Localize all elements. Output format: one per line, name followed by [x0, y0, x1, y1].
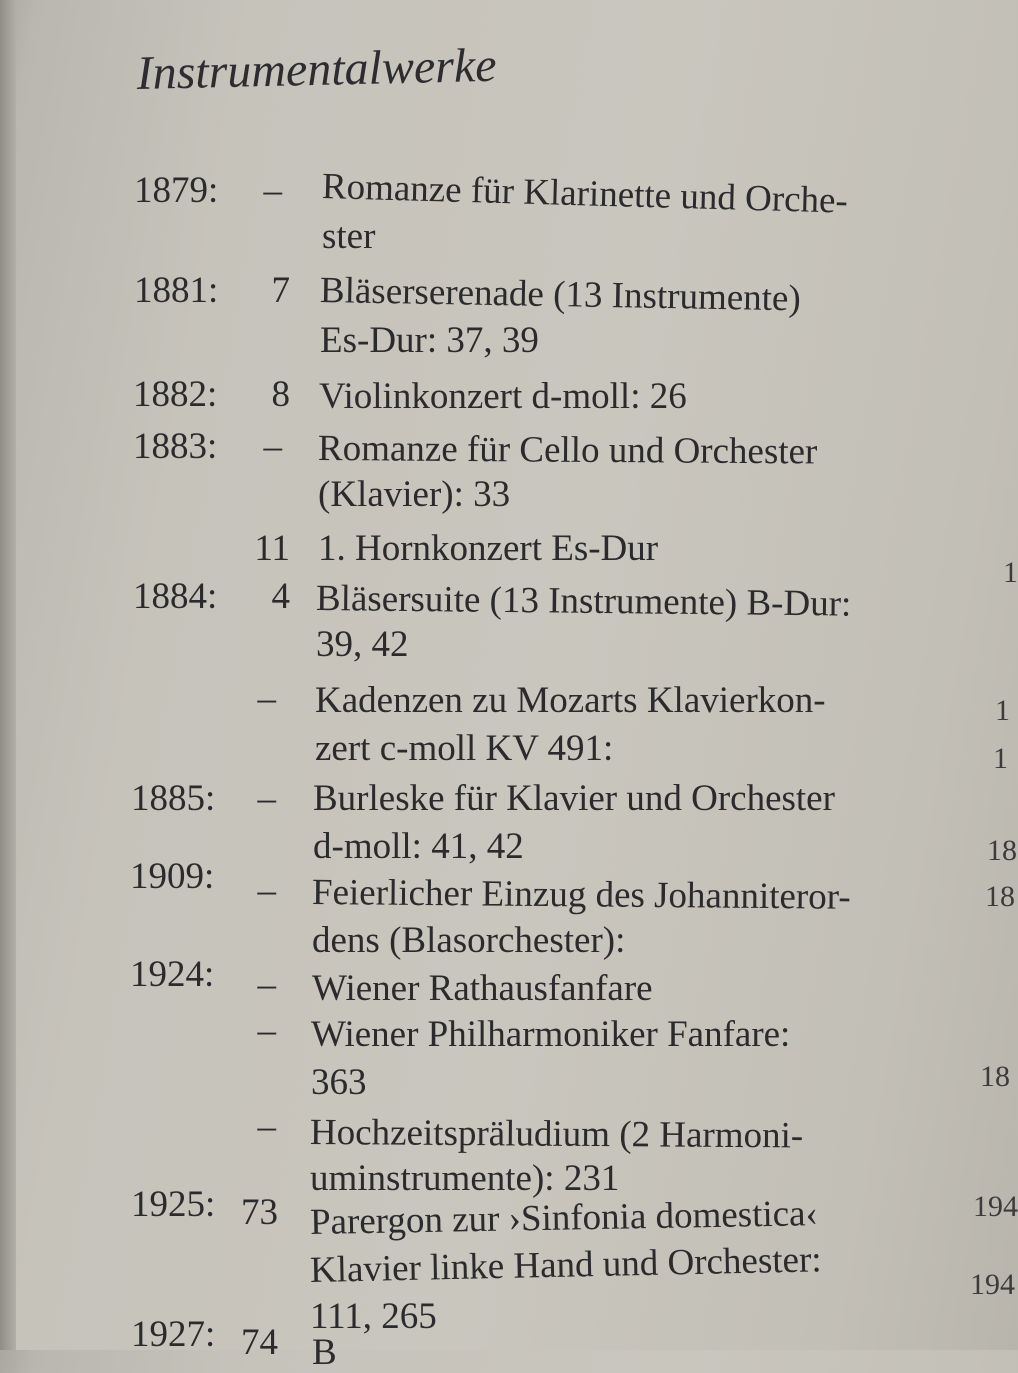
entry-number: –: [257, 870, 276, 911]
entry-text: Romanze für Cello und Orchester: [317, 428, 818, 473]
entry-text: B: [312, 1332, 337, 1373]
margin-fragment: 18: [985, 880, 1015, 913]
entry-text: dens (Blasorchester):: [312, 920, 626, 961]
entry-text: Wiener Rathausfanfare: [312, 968, 653, 1009]
section-heading: Instrumentalwerke: [136, 38, 498, 100]
margin-fragment: 18: [980, 1060, 1010, 1093]
entry-year: 1927:: [131, 1314, 216, 1355]
entry-number: –: [257, 1106, 276, 1147]
margin-fragment: 18: [987, 834, 1017, 867]
entry-year: 1881:: [134, 270, 219, 311]
entry-text: Violinkonzert d-moll: 26: [319, 376, 687, 417]
entry-year: 1925:: [131, 1184, 216, 1225]
margin-fragment: 194: [970, 1268, 1015, 1301]
entry-text: Parergon zur ›Sinfonia domestica‹: [309, 1193, 819, 1243]
entry-year: 1924:: [130, 954, 215, 995]
margin-fragment: 1: [993, 742, 1008, 775]
entry-number: 73: [241, 1192, 278, 1233]
entry-text: Feierlicher Einzug des Johanniteror-: [311, 872, 851, 918]
margin-fragment: 1: [1003, 556, 1018, 589]
entry-number: –: [257, 778, 276, 819]
entry-text: Bläserserenade (13 Instrumente): [319, 270, 802, 320]
entry-year: 1884:: [133, 576, 218, 617]
entry-number: 11: [254, 528, 290, 569]
entry-text: 363: [311, 1062, 367, 1103]
entry-number: 7: [271, 270, 290, 311]
entry-year: 1885:: [131, 778, 216, 819]
margin-fragment: 194: [973, 1190, 1018, 1223]
entry-text: uminstrumente): 231: [310, 1158, 620, 1199]
entry-text: Kadenzen zu Mozarts Klavierkon-: [315, 680, 826, 721]
entry-text: 39, 42: [316, 624, 409, 665]
entry-text: Romanze für Klarinette und Orche-: [321, 166, 849, 222]
entry-year: 1879:: [134, 170, 219, 211]
entry-number: –: [263, 170, 282, 211]
entry-number: –: [263, 426, 282, 467]
entry-number: –: [257, 964, 276, 1005]
entry-text: ster: [322, 216, 376, 257]
entry-number: –: [257, 1010, 276, 1051]
entry-year: 1882:: [133, 374, 218, 415]
entry-year: 1909:: [130, 856, 215, 897]
entry-text: 111, 265: [310, 1296, 437, 1337]
entry-text: (Klavier): 33: [318, 474, 511, 515]
entry-text: Bläsersuite (13 Instrumente) B-Dur:: [315, 578, 852, 625]
entry-text: Es-Dur: 37, 39: [320, 320, 539, 361]
entry-text: Burleske für Klavier und Orchester: [313, 778, 835, 819]
entry-text: Wiener Philharmoniker Fanfare:: [311, 1014, 791, 1055]
entry-year: 1883:: [133, 426, 218, 467]
entry-text: zert c-moll KV 491:: [315, 728, 614, 769]
entry-number: 8: [271, 374, 290, 415]
entry-number: 4: [271, 576, 290, 617]
entry-text: Hochzeitspräludium (2 Harmoni-: [309, 1112, 804, 1157]
entry-text: Klavier linke Hand und Orchester:: [309, 1239, 822, 1291]
entry-number: 74: [241, 1322, 278, 1363]
entry-text: d-moll: 41, 42: [313, 826, 524, 867]
entry-text: 1. Hornkonzert Es-Dur: [318, 528, 659, 569]
entry-number: –: [257, 678, 276, 719]
margin-fragment: 1: [995, 694, 1010, 727]
